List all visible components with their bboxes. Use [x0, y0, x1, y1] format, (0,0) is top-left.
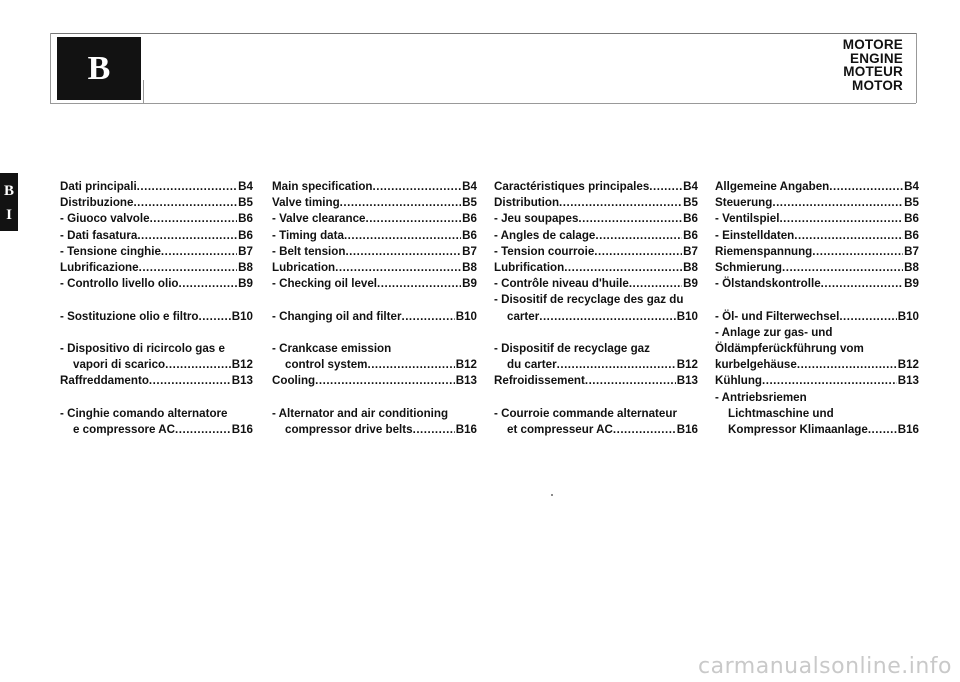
toc-entry-label: - Dati fasatura	[60, 228, 138, 242]
toc-entry-heading: - Anlage zur gas- und	[715, 325, 833, 339]
toc-entry	[494, 260, 698, 276]
toc-entry-page: B6	[462, 228, 477, 242]
toc-entry-page: B13	[897, 374, 919, 388]
toc-entry-label: - Contrôle niveau d'huile	[494, 277, 629, 291]
toc-leader-dots	[150, 211, 238, 227]
toc-entry	[715, 309, 919, 325]
toc-entry	[60, 357, 253, 373]
toc-column-english	[272, 179, 477, 438]
toc-entry-label: carter	[507, 309, 540, 323]
toc-leader-dots	[367, 357, 454, 373]
toc-entry	[272, 211, 477, 227]
toc-entry-heading: - Cinghie comando alternatore	[60, 406, 228, 420]
toc-entry	[715, 260, 919, 276]
toc-leader-dots	[557, 357, 676, 373]
toc-entry-label: Refroidissement	[494, 374, 585, 388]
toc-entry-label: Lubrication	[272, 261, 336, 275]
scan-speck	[551, 494, 553, 496]
toc-entry-label: Main specification	[272, 180, 373, 193]
toc-leader-dots	[133, 195, 237, 211]
section-letter-box	[57, 37, 141, 100]
toc-entry	[60, 276, 253, 292]
toc-leader-dots	[629, 276, 682, 292]
toc-leader-dots	[137, 228, 237, 244]
toc-entry	[272, 357, 477, 373]
toc-entry	[494, 228, 698, 244]
toc-entry-page: B16	[897, 423, 919, 437]
toc-entry	[715, 422, 919, 438]
toc-leader-dots	[165, 357, 231, 373]
toc-entry-label: - Tension courroie	[494, 244, 595, 258]
toc-leader-dots	[613, 422, 676, 438]
toc-leader-dots	[344, 228, 461, 244]
toc-entry-page: B10	[676, 309, 698, 323]
toc-leader-dots	[772, 195, 903, 211]
toc-entry-page: B7	[904, 244, 919, 258]
header-frame-top-line	[50, 33, 916, 34]
toc-leader-dots	[839, 309, 896, 325]
toc-leader-dots	[161, 244, 237, 260]
toc-entry-page: B13	[676, 374, 698, 388]
toc-entry-label: Schmierung	[715, 261, 782, 275]
header-frame-bottom-line	[50, 103, 916, 104]
toc-leader-dots	[782, 260, 903, 276]
toc-entry	[60, 260, 253, 276]
toc-entry	[494, 373, 698, 389]
toc-leader-dots	[578, 211, 682, 227]
toc-entry-label: Allgemeine Angaben	[715, 180, 830, 193]
toc-entry-label: du carter	[507, 358, 557, 372]
toc-entry-label: - Einstelldaten	[715, 228, 795, 242]
toc-entry-page: B7	[238, 244, 253, 258]
toc-leader-dots	[649, 179, 682, 195]
toc-entry	[715, 276, 919, 292]
toc-entry	[60, 179, 253, 195]
toc-entry-page: B5	[904, 196, 919, 210]
toc-entry-label: - Öl- und Filterwechsel	[715, 309, 840, 323]
toc-entry-label: Riemenspannung	[715, 244, 813, 258]
toc-leader-dots	[413, 422, 455, 438]
toc-entry-heading: - Dispositif de recyclage gaz	[494, 342, 650, 356]
toc-entry	[272, 244, 477, 260]
toc-leader-dots	[139, 260, 238, 276]
toc-entry-page: B6	[238, 228, 253, 242]
toc-entry-heading: Lichtmaschine und	[728, 406, 834, 420]
side-tab-letter: B	[3, 183, 14, 199]
chapter-titles	[843, 38, 903, 92]
toc-entry	[494, 211, 698, 227]
toc-leader-dots	[812, 244, 903, 260]
toc-entry-heading: - Disositif de recyclage des gaz du	[494, 293, 684, 307]
toc-entry-label: Kompressor Klimaanlage	[728, 423, 868, 437]
toc-entry	[494, 309, 698, 325]
toc-entry	[60, 244, 253, 260]
toc-entry	[272, 373, 477, 389]
toc-entry-page: B13	[455, 374, 477, 388]
toc-spacer	[60, 292, 253, 308]
toc-spacer	[715, 292, 919, 308]
toc-entry-label: Caractéristiques principales	[494, 180, 650, 193]
toc-spacer	[494, 390, 698, 406]
header-frame-divider	[143, 80, 144, 103]
toc-entry-label: - Valve clearance	[272, 212, 366, 226]
toc-entry-label: Lubrificazione	[60, 261, 139, 275]
toc-entry-page: B5	[238, 196, 253, 210]
toc-leader-dots	[198, 309, 230, 325]
toc-spacer	[272, 325, 477, 341]
toc-entry-page: B16	[231, 423, 253, 436]
toc-column-german	[715, 179, 919, 438]
toc-leader-dots	[373, 179, 462, 195]
toc-entry-label: Kühlung	[715, 374, 763, 388]
toc-entry	[60, 373, 253, 389]
toc-entry-page: B4	[462, 180, 477, 193]
toc-entry-page: B8	[238, 261, 253, 275]
toc-entry-heading: - Antriebsriemen	[715, 390, 807, 404]
toc-entry-page: B9	[904, 277, 919, 291]
toc-leader-dots	[797, 357, 897, 373]
side-tab-numeral: I	[6, 207, 12, 223]
toc-entry-label: - Controllo livello olio	[60, 277, 179, 291]
toc-entry	[272, 260, 477, 276]
toc-leader-dots	[868, 422, 897, 438]
toc-spacer	[272, 292, 477, 308]
toc-entry	[715, 228, 919, 244]
toc-entry-page: B6	[904, 212, 919, 226]
toc-leader-dots	[377, 276, 461, 292]
toc-leader-dots	[595, 228, 682, 244]
toc-entry-page: B10	[897, 309, 919, 323]
toc-entry-page: B12	[897, 358, 919, 372]
toc-leader-dots	[794, 228, 903, 244]
toc-entry-label: - Jeu soupapes	[494, 212, 579, 226]
toc-entry-label: - Changing oil and filter	[272, 309, 402, 323]
toc-spacer	[60, 325, 253, 341]
toc-entry	[60, 422, 253, 438]
chapter-title-it: MOTORE	[842, 37, 903, 52]
toc-entry-page: B5	[462, 196, 477, 210]
toc-entry-label: kurbelgehäuse	[715, 358, 797, 372]
toc-entry-page: B13	[231, 374, 253, 388]
toc-leader-dots	[564, 260, 682, 276]
toc-leader-dots	[401, 309, 454, 325]
toc-entry-page: B6	[683, 228, 698, 242]
toc-entry-page: B4	[238, 180, 253, 193]
toc-entry	[272, 179, 477, 195]
toc-entry	[272, 195, 477, 211]
toc-entry-page: B12	[676, 358, 698, 372]
toc-entry	[60, 211, 253, 227]
toc-leader-dots	[137, 179, 238, 195]
toc-leader-dots	[539, 309, 675, 325]
toc-entry	[715, 179, 919, 195]
toc-entry-label: compressor drive belts	[285, 423, 413, 436]
toc-entry-page: B7	[683, 244, 698, 258]
toc-entry-label: - Ventilspiel	[715, 212, 780, 226]
toc-leader-dots	[365, 211, 461, 227]
toc-entry-page: B16	[676, 423, 698, 437]
toc-entry-label: - Belt tension	[272, 244, 346, 258]
toc-leader-dots	[779, 211, 903, 227]
toc-leader-dots	[594, 244, 682, 260]
toc-leader-dots	[335, 260, 461, 276]
toc-entry-page: B12	[231, 358, 253, 372]
toc-entry-label: Dati principali	[60, 180, 137, 193]
toc-entry-label: Raffreddamento	[60, 374, 149, 388]
toc-entry-label: e compressore AC	[73, 423, 176, 436]
toc-leader-dots	[340, 195, 462, 211]
toc-entry-page: B6	[683, 212, 698, 226]
toc-entry-heading: - Alternator and air conditioning	[272, 406, 449, 420]
toc-leader-dots	[315, 373, 455, 389]
header-frame-right-line	[916, 33, 917, 103]
toc-entry	[60, 195, 253, 211]
toc-entry	[494, 244, 698, 260]
side-section-tab	[0, 173, 18, 231]
toc-entry-page: B8	[462, 261, 477, 275]
toc-entry-label: - Sostituzione olio e filtro	[60, 309, 199, 323]
toc-entry-label: - Timing data	[272, 228, 344, 242]
toc-entry-page: B6	[904, 228, 919, 242]
toc-leader-dots	[345, 244, 461, 260]
toc-entry	[272, 228, 477, 244]
toc-entry-label: Lubrification	[494, 261, 565, 275]
toc-spacer	[272, 390, 477, 406]
toc-entry-label: et compresseur AC	[507, 423, 613, 437]
toc-entry-label: - Tensione cinghie	[60, 244, 161, 258]
toc-spacer	[60, 390, 253, 406]
toc-entry-page: B8	[683, 261, 698, 275]
toc-entry-label: - Giuoco valvole	[60, 212, 150, 226]
toc-entry-label: - Checking oil level	[272, 277, 378, 291]
toc-entry-label: Distribution	[494, 196, 560, 210]
toc-entry	[60, 228, 253, 244]
toc-entry-page: B16	[455, 423, 477, 436]
toc-entry-page: B10	[455, 309, 477, 323]
toc-entry-page: B7	[462, 244, 477, 258]
toc-entry	[715, 195, 919, 211]
toc-leader-dots	[829, 179, 903, 195]
toc-entry-page: B6	[462, 212, 477, 226]
section-letter: B	[87, 49, 111, 87]
toc-entry	[272, 422, 477, 438]
toc-entry	[715, 211, 919, 227]
toc-entry-page: B9	[238, 277, 253, 291]
toc-entry	[494, 276, 698, 292]
toc-entry-label: vapori di scarico	[73, 358, 166, 372]
toc-entry-label: - Angles de calage	[494, 228, 596, 242]
toc-entry-label: Distribuzione	[60, 196, 134, 210]
chapter-title-de: MOTOR	[852, 77, 903, 93]
toc-leader-dots	[821, 276, 904, 292]
toc-entry	[60, 309, 253, 325]
toc-entry	[272, 309, 477, 325]
header-frame-left-line	[50, 33, 51, 103]
toc-entry-page: B5	[683, 196, 698, 210]
toc-entry	[494, 195, 698, 211]
chapter-title-fr: MOTEUR	[843, 64, 903, 79]
toc-column-italian	[60, 179, 253, 438]
toc-entry	[494, 357, 698, 373]
toc-spacer	[494, 325, 698, 341]
toc-leader-dots	[179, 276, 238, 292]
toc-entry-label: - Ölstandskontrolle	[715, 277, 821, 291]
toc-entry-label: Cooling	[272, 374, 316, 388]
watermark: carmanualsonline.info	[698, 654, 952, 679]
toc-entry-page: B12	[455, 358, 477, 372]
toc-entry-page: B10	[231, 309, 253, 323]
toc-entry-page: B4	[904, 180, 919, 193]
toc-entry-label: Valve timing	[272, 196, 340, 210]
toc-entry-heading: - Courroie commande alternateur	[494, 406, 677, 420]
toc-entry-heading: Öldämpferückführung vom	[715, 342, 864, 356]
toc-entry-page: B4	[683, 180, 698, 193]
toc-leader-dots	[559, 195, 682, 211]
toc-entry-heading: - Dispositivo di ricircolo gas e	[60, 342, 225, 355]
toc-column-french	[494, 179, 698, 438]
toc-entry	[494, 179, 698, 195]
toc-entry	[715, 244, 919, 260]
toc-entry-heading: - Crankcase emission	[272, 342, 392, 355]
toc-entry-page: B9	[462, 277, 477, 291]
toc-entry	[272, 276, 477, 292]
toc-entry-label: Steuerung	[715, 196, 773, 210]
toc-entry-label: control system	[285, 358, 368, 372]
toc-entry	[494, 422, 698, 438]
toc-leader-dots	[175, 422, 231, 438]
toc-leader-dots	[149, 373, 231, 389]
toc-entry-page: B6	[238, 212, 253, 226]
chapter-title-en: ENGINE	[850, 50, 903, 66]
toc-entry-page: B9	[683, 277, 698, 291]
toc-entry-page: B8	[904, 261, 919, 275]
toc-entry	[715, 373, 919, 389]
toc-leader-dots	[762, 373, 897, 389]
toc-entry	[715, 357, 919, 373]
toc-leader-dots	[585, 373, 676, 389]
